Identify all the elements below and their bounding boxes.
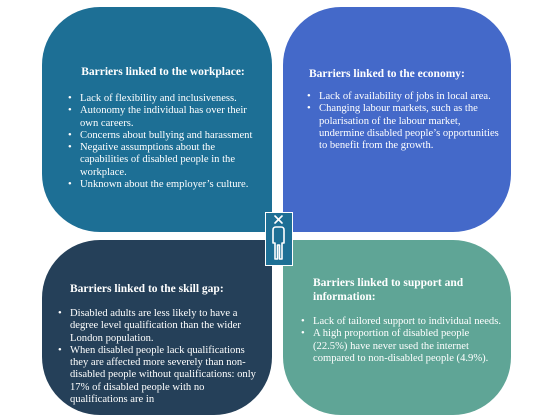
economy-barriers-title: Barriers linked to the economy: [309, 68, 465, 80]
list-item: • Changing labour markets, such as the polarisation of the labour market, undermine disabled people’s opportunities to benefit from the growth. [305, 103, 499, 152]
list-item: • Autonomy the individual has over their own careers. [66, 105, 260, 130]
economy-barriers-panel [283, 7, 511, 232]
list-item: • Unknown about the employer’s culture. [66, 179, 260, 191]
list-item: • Lack of flexibility and inclusiveness. [66, 93, 260, 105]
list-item: • A high proportion of disabled people (22.5%) have never used the internet compared to non-disabled people (4.9%). [299, 328, 501, 365]
workplace-barriers-panel [42, 7, 272, 232]
support-barriers-title: Barriers linked to support and information: [313, 277, 464, 303]
skill-gap-barriers-list [56, 308, 260, 406]
list-item: • Lack of availability of jobs in local area. [305, 91, 499, 103]
skill-gap-barriers-panel [42, 240, 272, 415]
workplace-barriers-list [66, 93, 260, 191]
economy-barriers-list [305, 91, 499, 152]
workplace-barriers-title: Barriers linked to the workplace: [81, 66, 245, 78]
list-item: • Concerns about bullying and harassment [66, 130, 260, 142]
list-item: • When disabled people lack qualifications they are affected more severely than non-disabled people without qualifications: only 17% of disabled people with no qualifications are in [56, 345, 260, 406]
person-icon [265, 212, 293, 266]
skill-gap-barriers-title: Barriers linked to the skill gap: [70, 283, 224, 295]
support-barriers-panel [283, 240, 511, 415]
list-item: • Disabled adults are less likely to have a degree level qualification than the wider London population. [56, 308, 260, 345]
list-item: • Negative assumptions about the capabilities of disabled people in the workplace. [66, 142, 260, 179]
list-item: • Lack of tailored support to individual needs. [299, 316, 501, 328]
person-icon-graphic [266, 213, 291, 264]
support-barriers-list [299, 316, 501, 365]
